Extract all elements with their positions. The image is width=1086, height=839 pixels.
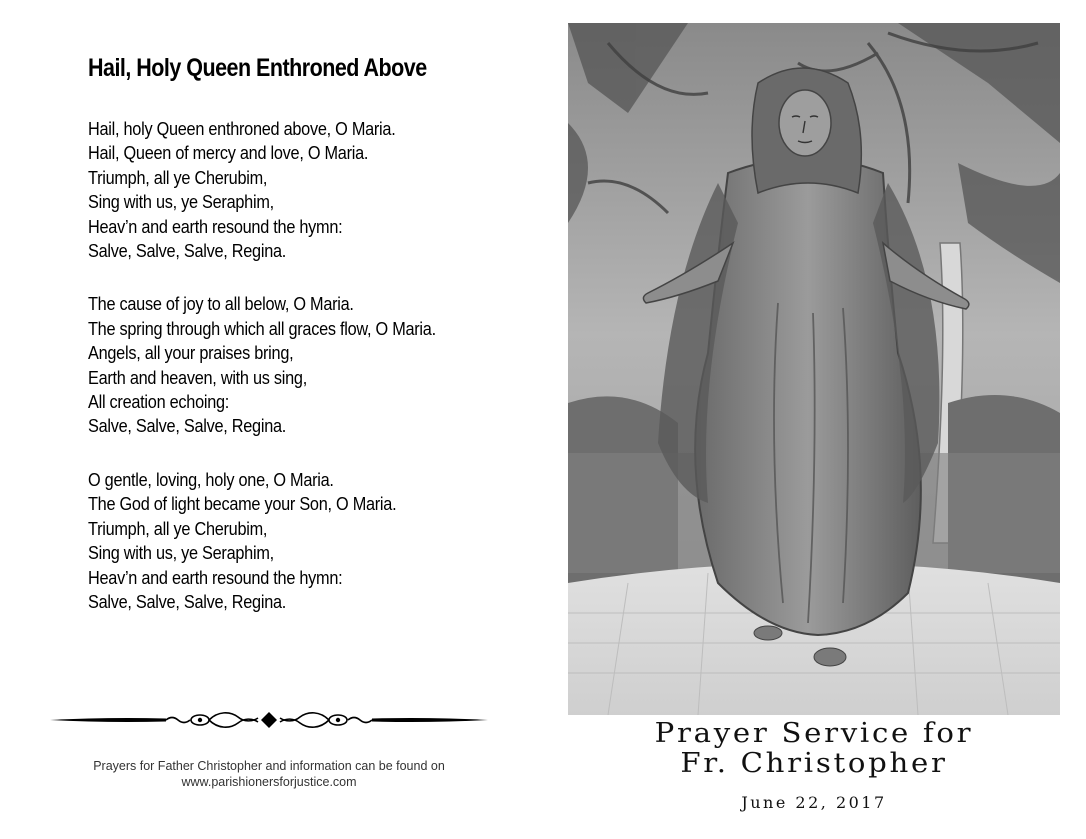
verse-line: Sing with us, ye Seraphim, (88, 542, 274, 564)
cover-page (543, 0, 1086, 839)
verse-line: Hail, holy Queen enthroned above, O Maria. (88, 118, 396, 139)
verse-line: All creation echoing: (88, 391, 230, 413)
verse-line: Angels, all your praises bring, (88, 342, 294, 364)
verse-line: Heav’n and earth resound the hymn: (88, 566, 343, 588)
verse-line: Earth and heaven, with us sing, (88, 366, 307, 388)
service-title (548, 719, 1079, 779)
service-title-line: Prayer Service for (654, 718, 974, 749)
footer-line: Prayers for Father Christopher and information can be found on (93, 759, 445, 773)
statue-garden-photo-icon (568, 23, 1060, 715)
verse-1 (88, 117, 528, 263)
footer-note (48, 758, 490, 790)
verse-3 (88, 468, 528, 614)
verse-line: Hail, Queen of mercy and love, O Maria. (88, 142, 369, 164)
hymn-verses (88, 117, 528, 643)
verse-line: O gentle, loving, holy one, O Maria. (88, 468, 334, 490)
statue-photo (568, 23, 1060, 715)
verse-2 (88, 292, 528, 438)
ornamental-divider-icon (48, 707, 490, 733)
verse-line: Salve, Salve, Salve, Regina. (88, 590, 287, 612)
service-title-name: Fr. Christopher (680, 748, 948, 779)
verse-line: Triumph, all ye Cherubim, (88, 517, 268, 539)
footer-url: www.parishionersforjustice.com (181, 775, 357, 789)
verse-line: The cause of joy to all below, O Maria. (88, 293, 354, 315)
verse-line: The spring through which all graces flow, O Maria. (88, 317, 436, 339)
verse-line: Heav’n and earth resound the hymn: (88, 215, 343, 237)
verse-line: Salve, Salve, Salve, Regina. (88, 415, 287, 437)
verse-line: Triumph, all ye Cherubim, (88, 166, 268, 188)
service-date: June 22, 2017 (741, 793, 887, 812)
verse-line: Salve, Salve, Salve, Regina. (88, 240, 287, 262)
verse-line: Sing with us, ye Seraphim, (88, 191, 274, 213)
verse-line: The God of light became your Son, O Maria. (88, 493, 397, 515)
hymn-title: Hail, Holy Queen Enthroned Above (88, 54, 427, 82)
